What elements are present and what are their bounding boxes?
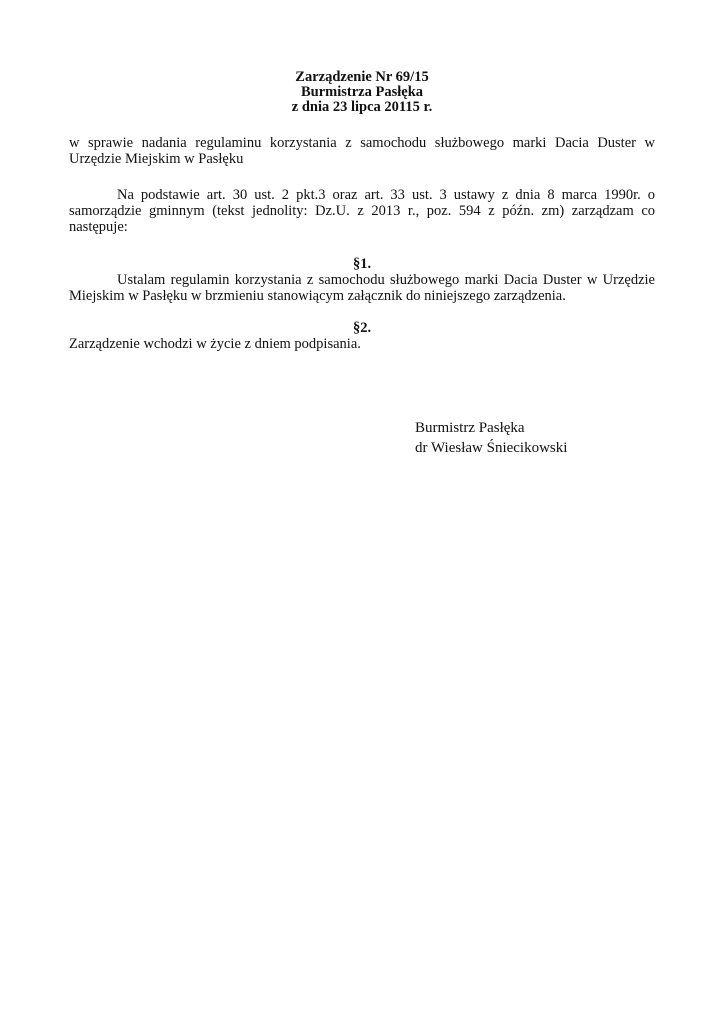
section-1-mark: §1. (352, 256, 372, 272)
document-subject: w sprawie nadania regulaminu korzystania z samochodu służbowego marki Dacia Duster w Urzędzie Miejskim w Pasłęku (69, 135, 655, 167)
document-issuer: Burmistrza Pasłęka (300, 84, 424, 100)
signature-name: dr Wiesław Śniecikowski (415, 440, 568, 456)
signature-position: Burmistrz Pasłęka (415, 420, 525, 436)
section-2-mark: §2. (352, 320, 372, 336)
section-1-text: Ustalam regulamin korzystania z samochodu służbowego marki Dacia Duster w Urzędzie Miejskim w Pasłęku w brzmieniu stanowiącym załącznik do niniejszego zarządzenia. (69, 272, 655, 304)
section-2-text: Zarządzenie wchodzi w życie z dniem podpisania. (69, 336, 361, 352)
document-header (69, 70, 655, 115)
signature-block (415, 418, 567, 458)
legal-basis-paragraph: Na podstawie art. 30 ust. 2 pkt.3 oraz art. 33 ust. 3 ustawy z dnia 8 marca 1990r. o samorządzie gminnym (tekst jednolity: Dz.U. z 2013 r., poz. 594 z późn. zm) zarządzam co następuje: (69, 187, 655, 235)
document-date: z dnia 23 lipca 20115 r. (291, 99, 433, 115)
document-title: Zarządzenie Nr 69/15 (295, 69, 429, 85)
document-body (69, 70, 655, 352)
